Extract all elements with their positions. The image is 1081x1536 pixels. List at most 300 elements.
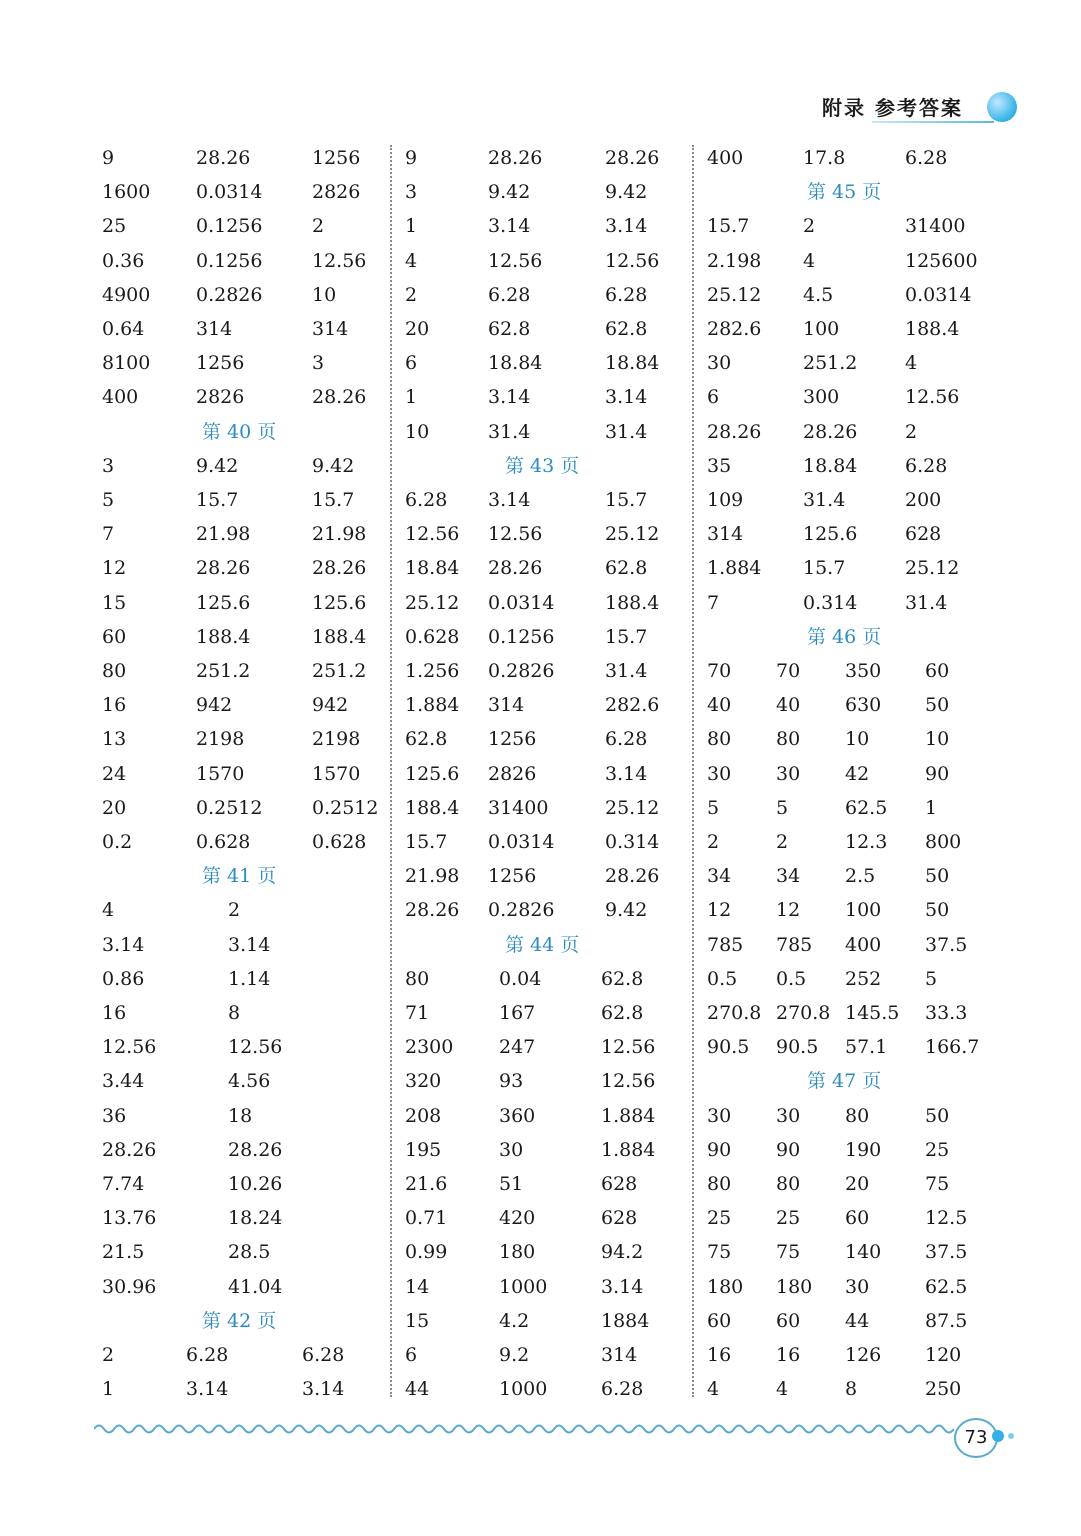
answer-value: 15.7 bbox=[196, 489, 239, 511]
answer-value: 62.8 bbox=[601, 1002, 644, 1024]
answer-value: 10.26 bbox=[228, 1173, 283, 1195]
answer-value: 30 bbox=[707, 762, 732, 785]
answer-value: 4 bbox=[803, 249, 816, 272]
answer-value: 1.884 bbox=[707, 557, 762, 580]
answer-value: 12.56 bbox=[102, 1036, 157, 1059]
answer-value: 9.42 bbox=[312, 454, 355, 477]
answer-value: 18.84 bbox=[803, 454, 858, 477]
answer-value: 12.56 bbox=[601, 1036, 656, 1059]
answer-value: 5 bbox=[925, 967, 938, 990]
answer-value: 12.56 bbox=[605, 249, 660, 272]
answer-value: 21.98 bbox=[312, 523, 367, 546]
page-section-heading: 第 42 页 bbox=[202, 1309, 277, 1332]
answer-value: 50 bbox=[925, 694, 950, 717]
answer-value: 31.4 bbox=[488, 420, 531, 443]
answer-value: 166.7 bbox=[925, 1036, 980, 1059]
column-divider-2 bbox=[692, 145, 694, 1397]
answer-value: 0.1256 bbox=[196, 249, 263, 272]
answer-value: 100 bbox=[845, 899, 882, 922]
answer-value: 16 bbox=[707, 1344, 732, 1366]
answer-value: 3.14 bbox=[488, 386, 531, 409]
answer-value: 1.884 bbox=[601, 1104, 656, 1127]
answer-value: 3.14 bbox=[605, 215, 648, 238]
answer-value: 0.1256 bbox=[196, 215, 263, 238]
answer-value: 2 bbox=[102, 1344, 115, 1366]
answer-value: 31.4 bbox=[605, 420, 648, 443]
answer-value: 314 bbox=[312, 318, 349, 340]
answer-value: 6.28 bbox=[601, 1378, 644, 1401]
answer-value: 1256 bbox=[488, 865, 537, 888]
answer-value: 28.5 bbox=[228, 1241, 271, 1264]
answer-value: 1.884 bbox=[405, 694, 460, 717]
answer-value: 3.14 bbox=[488, 215, 531, 238]
answer-value: 21.98 bbox=[196, 523, 251, 546]
answer-value: 18.84 bbox=[605, 352, 660, 375]
answer-value: 9 bbox=[405, 147, 418, 169]
answer-value: 20 bbox=[102, 796, 127, 819]
answer-value: 2826 bbox=[488, 762, 537, 785]
answer-value: 12.56 bbox=[905, 386, 960, 409]
answer-value: 16 bbox=[102, 694, 127, 717]
answer-value: 15 bbox=[102, 591, 127, 614]
answer-value: 140 bbox=[845, 1241, 882, 1264]
answer-value: 80 bbox=[707, 728, 732, 751]
answer-value: 57.1 bbox=[845, 1036, 888, 1059]
answer-value: 12.56 bbox=[228, 1036, 283, 1059]
answer-value: 62.5 bbox=[925, 1275, 968, 1298]
answer-value: 125.6 bbox=[803, 523, 858, 546]
answer-value: 10 bbox=[925, 728, 950, 751]
answer-value: 28.26 bbox=[196, 557, 251, 580]
answer-value: 18.84 bbox=[405, 557, 460, 580]
answer-value: 314 bbox=[196, 318, 233, 340]
answer-value: 1 bbox=[405, 215, 418, 238]
answer-value: 60 bbox=[102, 625, 127, 648]
answer-value: 80 bbox=[776, 728, 801, 751]
page-section-heading: 第 47 页 bbox=[807, 1070, 882, 1093]
footer-dot-small bbox=[1008, 1433, 1014, 1439]
answer-value: 1.884 bbox=[601, 1138, 656, 1161]
answer-value: 8100 bbox=[102, 352, 151, 375]
answer-value: 60 bbox=[925, 660, 950, 682]
answer-value: 628 bbox=[601, 1207, 638, 1230]
answer-value: 4.2 bbox=[499, 1309, 530, 1332]
answer-value: 3 bbox=[405, 181, 418, 204]
answer-value: 10 bbox=[405, 420, 430, 443]
answer-value: 90.5 bbox=[776, 1036, 819, 1059]
answer-value: 3.14 bbox=[228, 933, 271, 956]
answer-value: 1570 bbox=[312, 762, 361, 785]
answer-value: 320 bbox=[405, 1070, 442, 1093]
answer-value: 41.04 bbox=[228, 1275, 283, 1298]
answer-value: 1884 bbox=[601, 1309, 650, 1332]
answer-value: 0.04 bbox=[499, 967, 542, 990]
answer-value: 28.26 bbox=[605, 865, 660, 888]
answer-value: 24 bbox=[102, 762, 127, 785]
header-title: 附录 参考答案 bbox=[822, 96, 963, 120]
answer-value: 6 bbox=[707, 386, 720, 409]
answer-value: 0.36 bbox=[102, 249, 145, 272]
answer-value: 51 bbox=[499, 1173, 524, 1195]
answer-value: 6 bbox=[405, 352, 418, 375]
answer-value: 21.98 bbox=[405, 865, 460, 888]
answer-value: 400 bbox=[102, 386, 139, 409]
answer-value: 30 bbox=[499, 1138, 524, 1161]
answer-value: 20 bbox=[845, 1173, 870, 1195]
answer-value: 37.5 bbox=[925, 933, 968, 956]
answer-value: 62.8 bbox=[605, 318, 648, 340]
answer-value: 31400 bbox=[488, 796, 549, 819]
answer-value: 125.6 bbox=[196, 591, 251, 614]
answer-value: 1 bbox=[925, 796, 938, 819]
answer-value: 34 bbox=[707, 865, 732, 888]
answer-value: 80 bbox=[405, 967, 430, 990]
answer-value: 25 bbox=[102, 215, 127, 238]
answer-value: 44 bbox=[845, 1309, 870, 1332]
answer-value: 1570 bbox=[196, 762, 245, 785]
answer-value: 36 bbox=[102, 1104, 127, 1127]
answer-value: 3 bbox=[312, 352, 325, 375]
answer-value: 9.42 bbox=[605, 181, 648, 204]
answer-value: 9.42 bbox=[605, 899, 648, 922]
answer-value: 2 bbox=[312, 215, 325, 238]
answer-value: 30 bbox=[776, 762, 801, 785]
answer-value: 2198 bbox=[196, 728, 245, 751]
answer-value: 7.74 bbox=[102, 1173, 145, 1195]
answer-value: 28.26 bbox=[405, 899, 460, 922]
answer-value: 28.26 bbox=[196, 147, 251, 169]
answer-value: 75 bbox=[707, 1241, 732, 1264]
page-section-heading: 第 41 页 bbox=[202, 865, 277, 888]
answer-value: 300 bbox=[803, 386, 840, 409]
answer-value: 420 bbox=[499, 1207, 536, 1230]
answer-value: 251.2 bbox=[803, 352, 858, 375]
header-underline bbox=[872, 121, 994, 123]
answer-value: 40 bbox=[776, 694, 801, 717]
answer-value: 62.8 bbox=[601, 967, 644, 990]
answer-value: 18.84 bbox=[488, 352, 543, 375]
answer-value: 16 bbox=[102, 1002, 127, 1024]
answer-value: 2826 bbox=[312, 181, 361, 204]
answer-value: 0.0314 bbox=[196, 181, 263, 204]
answer-value: 30 bbox=[707, 352, 732, 375]
answer-value: 31.4 bbox=[905, 591, 948, 614]
answer-value: 25.12 bbox=[905, 557, 960, 580]
answer-value: 0.2512 bbox=[196, 796, 263, 819]
answer-value: 145.5 bbox=[845, 1002, 900, 1024]
answer-value: 13.76 bbox=[102, 1207, 157, 1230]
answer-value: 12.5 bbox=[925, 1207, 968, 1230]
answer-value: 4.5 bbox=[803, 283, 834, 306]
answer-value: 785 bbox=[776, 933, 813, 956]
answer-value: 188.4 bbox=[605, 591, 660, 614]
answer-value: 3 bbox=[102, 454, 115, 477]
answer-value: 247 bbox=[499, 1036, 536, 1059]
answer-value: 12.56 bbox=[405, 523, 460, 546]
answer-value: 0.2512 bbox=[312, 796, 379, 819]
answer-value: 4 bbox=[707, 1378, 720, 1401]
answer-value: 8 bbox=[845, 1378, 858, 1401]
answer-value: 10 bbox=[845, 728, 870, 751]
answer-value: 5 bbox=[102, 489, 115, 511]
answer-value: 0.0314 bbox=[488, 831, 555, 853]
answer-value: 0.86 bbox=[102, 967, 145, 990]
answer-value: 21.5 bbox=[102, 1241, 145, 1264]
answer-value: 15.7 bbox=[312, 489, 355, 511]
answer-value: 25 bbox=[707, 1207, 732, 1230]
answer-value: 15.7 bbox=[605, 489, 648, 511]
answer-value: 6.28 bbox=[605, 283, 648, 306]
answer-value: 5 bbox=[707, 796, 720, 819]
answer-value: 1000 bbox=[499, 1275, 548, 1298]
answer-value: 125.6 bbox=[312, 591, 367, 614]
answer-value: 12 bbox=[776, 899, 801, 922]
answer-value: 28.26 bbox=[488, 557, 543, 580]
answer-value: 80 bbox=[776, 1173, 801, 1195]
answer-value: 12.56 bbox=[601, 1070, 656, 1093]
answer-value: 3.14 bbox=[601, 1275, 644, 1298]
page-section-heading: 第 43 页 bbox=[505, 454, 580, 477]
answer-value: 0.2826 bbox=[488, 660, 555, 682]
answer-value: 120 bbox=[925, 1344, 962, 1366]
answer-value: 17.8 bbox=[803, 147, 846, 169]
answer-value: 270.8 bbox=[707, 1002, 762, 1024]
answer-value: 25 bbox=[925, 1138, 950, 1161]
answer-value: 6 bbox=[405, 1344, 418, 1366]
answer-value: 1 bbox=[102, 1378, 115, 1401]
answer-value: 62.8 bbox=[605, 557, 648, 580]
answer-value: 3.14 bbox=[102, 933, 145, 956]
answer-value: 62.8 bbox=[405, 728, 448, 751]
answer-value: 190 bbox=[845, 1138, 882, 1161]
answer-value: 30.96 bbox=[102, 1275, 157, 1298]
answer-value: 2 bbox=[228, 899, 241, 922]
answer-value: 16 bbox=[776, 1344, 801, 1366]
answer-value: 12 bbox=[707, 899, 732, 922]
answer-value: 314 bbox=[707, 523, 744, 546]
answer-value: 2300 bbox=[405, 1036, 454, 1059]
answer-value: 188.4 bbox=[196, 625, 251, 648]
answer-value: 3.14 bbox=[302, 1378, 345, 1401]
answer-value: 350 bbox=[845, 660, 882, 682]
answer-value: 250 bbox=[925, 1378, 962, 1401]
answer-value: 0.1256 bbox=[488, 625, 555, 648]
answer-value: 0.314 bbox=[803, 591, 858, 614]
answer-value: 15 bbox=[405, 1309, 430, 1332]
answer-value: 2826 bbox=[196, 386, 245, 409]
answer-value: 630 bbox=[845, 694, 882, 717]
answer-value: 90.5 bbox=[707, 1036, 750, 1059]
answer-value: 15.7 bbox=[707, 215, 750, 238]
page-section-heading: 第 45 页 bbox=[807, 181, 882, 204]
answer-value: 28.26 bbox=[488, 147, 543, 169]
answer-value: 2 bbox=[405, 283, 418, 306]
page-section-heading: 第 40 页 bbox=[202, 420, 277, 443]
answer-value: 6.28 bbox=[405, 489, 448, 511]
answer-value: 0.2826 bbox=[196, 283, 263, 306]
answer-value: 12 bbox=[102, 557, 127, 580]
answer-value: 28.26 bbox=[707, 420, 762, 443]
answer-value: 60 bbox=[845, 1207, 870, 1230]
answer-value: 0.64 bbox=[102, 318, 145, 340]
answer-value: 0.5 bbox=[776, 967, 807, 990]
answer-value: 208 bbox=[405, 1104, 442, 1127]
answer-value: 25.12 bbox=[707, 283, 762, 306]
answer-value: 2 bbox=[776, 831, 789, 853]
answer-value: 252 bbox=[845, 967, 882, 990]
answer-value: 1256 bbox=[312, 147, 361, 169]
answer-value: 28.26 bbox=[605, 147, 660, 169]
answer-value: 282.6 bbox=[707, 318, 762, 340]
answer-value: 200 bbox=[905, 489, 942, 511]
answer-value: 195 bbox=[405, 1138, 442, 1161]
answer-value: 360 bbox=[499, 1104, 536, 1127]
answer-value: 71 bbox=[405, 1002, 430, 1024]
answer-value: 4 bbox=[776, 1378, 789, 1401]
answer-value: 180 bbox=[499, 1241, 536, 1264]
answer-value: 0.5 bbox=[707, 967, 738, 990]
answer-value: 0.628 bbox=[312, 831, 367, 853]
answer-value: 90 bbox=[925, 762, 950, 785]
answer-value: 31400 bbox=[905, 215, 966, 238]
answer-value: 31.4 bbox=[803, 489, 846, 511]
answer-value: 28.26 bbox=[312, 557, 367, 580]
answer-value: 3.14 bbox=[605, 762, 648, 785]
answer-value: 1256 bbox=[488, 728, 537, 751]
answer-value: 80 bbox=[845, 1104, 870, 1127]
answer-value: 13 bbox=[102, 728, 127, 751]
answer-value: 12.56 bbox=[488, 523, 543, 546]
answer-value: 2198 bbox=[312, 728, 361, 751]
answer-value: 0.99 bbox=[405, 1241, 448, 1264]
answer-value: 628 bbox=[905, 523, 942, 546]
answer-value: 28.26 bbox=[102, 1138, 157, 1161]
answer-value: 314 bbox=[601, 1344, 638, 1366]
answer-value: 25.12 bbox=[405, 591, 460, 614]
answer-value: 270.8 bbox=[776, 1002, 831, 1024]
answer-value: 30 bbox=[845, 1275, 870, 1298]
answer-value: 180 bbox=[707, 1275, 744, 1298]
answer-value: 31.4 bbox=[605, 660, 648, 682]
answer-value: 30 bbox=[707, 1104, 732, 1127]
answer-value: 90 bbox=[707, 1138, 732, 1161]
answer-value: 125600 bbox=[905, 249, 978, 272]
answer-value: 3.44 bbox=[102, 1070, 145, 1093]
answer-value: 50 bbox=[925, 899, 950, 922]
answer-value: 7 bbox=[102, 523, 115, 546]
answer-value: 6.28 bbox=[488, 283, 531, 306]
answer-value: 8 bbox=[228, 1002, 241, 1024]
answer-value: 0.2 bbox=[102, 831, 133, 853]
answer-value: 87.5 bbox=[925, 1309, 968, 1332]
answer-value: 21.6 bbox=[405, 1173, 448, 1195]
answer-value: 0.628 bbox=[405, 625, 460, 648]
answer-value: 180 bbox=[776, 1275, 813, 1298]
answer-value: 28.26 bbox=[312, 386, 367, 409]
answer-value: 10 bbox=[312, 283, 337, 306]
answer-value: 4 bbox=[102, 899, 115, 922]
answer-value: 100 bbox=[803, 318, 840, 340]
answer-value: 60 bbox=[776, 1309, 801, 1332]
header-circle-ornament bbox=[987, 92, 1017, 122]
answer-value: 12.3 bbox=[845, 831, 888, 853]
answer-value: 44 bbox=[405, 1378, 430, 1401]
answer-value: 9 bbox=[102, 147, 115, 169]
footer-dot-large bbox=[992, 1430, 1004, 1442]
answer-value: 2.198 bbox=[707, 249, 762, 272]
answer-value: 80 bbox=[102, 660, 127, 682]
answer-value: 942 bbox=[312, 694, 349, 717]
answer-value: 18 bbox=[228, 1104, 253, 1127]
page-number: 73 bbox=[954, 1418, 998, 1458]
answer-value: 188.4 bbox=[905, 318, 960, 340]
answer-value: 42 bbox=[845, 762, 870, 785]
answer-value: 0.0314 bbox=[488, 591, 555, 614]
page-section-heading: 第 44 页 bbox=[505, 933, 580, 956]
answer-value: 35 bbox=[707, 454, 732, 477]
answer-value: 70 bbox=[776, 660, 801, 682]
answer-value: 62.8 bbox=[488, 318, 531, 340]
answer-value: 1.256 bbox=[405, 660, 460, 682]
answer-value: 6.28 bbox=[302, 1344, 345, 1366]
answer-value: 62.5 bbox=[845, 796, 888, 819]
answer-value: 1.14 bbox=[228, 967, 271, 990]
answer-value: 60 bbox=[707, 1309, 732, 1332]
answer-value: 1600 bbox=[102, 181, 151, 204]
answer-value: 15.7 bbox=[405, 831, 448, 853]
answer-value: 34 bbox=[776, 865, 801, 888]
answer-value: 251.2 bbox=[196, 660, 251, 682]
answer-value: 0.2826 bbox=[488, 899, 555, 922]
answer-value: 80 bbox=[707, 1173, 732, 1195]
answer-value: 94.2 bbox=[601, 1241, 644, 1264]
answer-value: 12.56 bbox=[488, 249, 543, 272]
answer-value: 314 bbox=[488, 694, 525, 717]
answer-value: 800 bbox=[925, 831, 962, 853]
answer-value: 251.2 bbox=[312, 660, 367, 682]
answer-value: 50 bbox=[925, 1104, 950, 1127]
answer-value: 2 bbox=[707, 831, 720, 853]
answer-value: 4900 bbox=[102, 283, 151, 306]
answer-value: 109 bbox=[707, 489, 744, 511]
answer-value: 1000 bbox=[499, 1378, 548, 1401]
answer-value: 12.56 bbox=[312, 249, 367, 272]
column-divider-1 bbox=[390, 145, 392, 1397]
answer-value: 25.12 bbox=[605, 523, 660, 546]
answer-value: 50 bbox=[925, 865, 950, 888]
answer-value: 9.42 bbox=[488, 181, 531, 204]
answer-value: 400 bbox=[845, 933, 882, 956]
answer-value: 125.6 bbox=[405, 762, 460, 785]
answer-value: 6.28 bbox=[186, 1344, 229, 1366]
answer-value: 0.314 bbox=[605, 831, 660, 853]
answer-value: 15.7 bbox=[605, 625, 648, 648]
footer-wave-line bbox=[94, 1418, 954, 1440]
answer-value: 14 bbox=[405, 1275, 430, 1298]
answer-value: 28.26 bbox=[803, 420, 858, 443]
answer-value: 2 bbox=[803, 215, 816, 238]
answer-value: 628 bbox=[601, 1173, 638, 1195]
answer-value: 5 bbox=[776, 796, 789, 819]
answer-value: 2 bbox=[905, 420, 918, 443]
answer-value: 188.4 bbox=[312, 625, 367, 648]
answer-value: 20 bbox=[405, 318, 430, 340]
answer-value: 28.26 bbox=[228, 1138, 283, 1161]
answer-value: 15.7 bbox=[803, 557, 846, 580]
answer-value: 4 bbox=[405, 249, 418, 272]
answer-value: 3.14 bbox=[186, 1378, 229, 1401]
answer-value: 6.28 bbox=[905, 147, 948, 169]
